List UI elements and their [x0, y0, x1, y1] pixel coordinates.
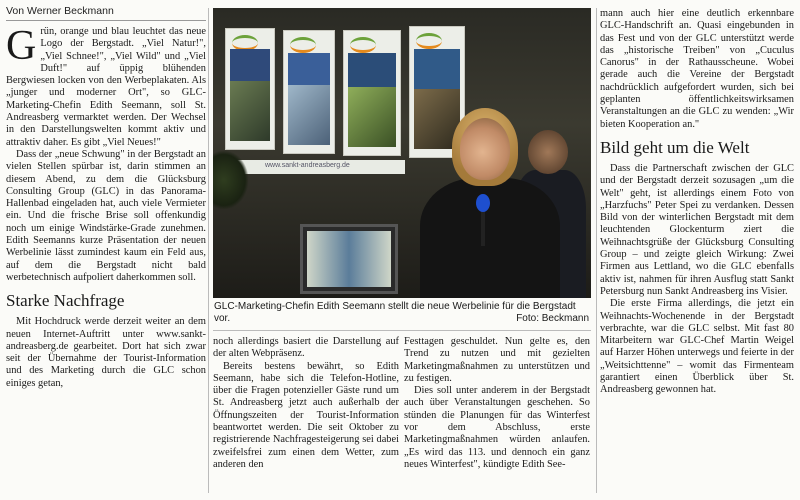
- paragraph: Festtagen geschuldet. Nun gelte es, den Trend zu nutzen und mit gezielten Marketingmaßnahmen zu unterstützen und zu festigen.: [404, 336, 590, 384]
- drop-cap: G: [6, 23, 37, 69]
- speaker-face: [460, 118, 510, 180]
- paragraph: Dass der „neue Schwung" in der Bergstadt an vielen Stellen spürbar ist, darin stimmen an diesem Abend, zu dem die Glücksburg Consulting Group (GLC) in das Panorama-Hallenbad eingeladen hat, auch viele Vermieter ein. Und die frische Brise soll offenkundig noch um einige Windstärke-Grade zunehmen. Edith Seemanns kurze Präsentation der neuen Werbelinie lässt zumindest kaum ein Feld aus, auf dem die Bergstadt nicht bald werbetechnisch aufpoliert daherkommen soll.: [6, 148, 206, 283]
- plant: [213, 150, 249, 210]
- photo-caption: [214, 301, 589, 325]
- paragraph: Bereits bestens bewährt, so Edith Seemann, habe sich die Telefon-Hotline, über die Fragen potenzieller Gäste rund um St. Andreasberg jetzt auch außerhalb der Öffnungszeiten der Tourist-Information beantwortet werden. Die seit Oktober zu registrierende Nachfragesteigerung sei dabei zweifelsfrei zum einen dem Wetter, zum anderen den: [213, 360, 399, 470]
- poster-natur: [225, 28, 275, 150]
- subheading-starke-nachfrage: Starke Nachfrage: [6, 291, 125, 311]
- subheading-bild-geht-um-die-welt: Bild geht um die Welt: [600, 137, 750, 157]
- lead-paragraph: Grün, orange und blau leuchtet das neue Logo der Bergstadt. „Viel Natur!", „Viel Schnee!", „Viel Wild" und „Viel Duft!" auf üppig blühenden Bergwiesen locken von den Werbeplakaten. Als „junger und moderner Ort", so GLC-Marketing-Chefin Edith Seemann, soll St. Andreasberg vermarktet werden. Der Wechsel in den Darstellungswelten kommt aktiv und attraktiv daher. Es gibt „Viel Neues!": [6, 23, 206, 148]
- laptop-screen: [300, 224, 398, 294]
- article-column-2: [213, 336, 399, 471]
- article-column-3: [404, 336, 590, 471]
- author-byline: Von Werner Beckmann: [6, 5, 114, 17]
- poster-duft: [343, 30, 401, 156]
- paragraph: noch allerdings basiert die Darstellung auf der alten Webpräsenz.: [213, 336, 399, 360]
- paragraph: Dies soll unter anderem in der Bergstadt auch über Veranstaltungen geschehen. So stünden die Planungen für das Winterfest vor dem Abschluss, erste Marketingmaßnahmen würden anlaufen. „Es wird das 113. und dennoch ein ganz neues Winterfest", kündigte Edith See-: [404, 385, 590, 470]
- microphone-icon: [476, 194, 490, 212]
- man-head: [528, 130, 568, 174]
- column-divider: [596, 8, 597, 493]
- paragraph: Die erste Firma allerdings, die jetzt ein Weihnachts-Wochenende in der Bergstadt verbrachte, war die GLC selbst. Mit fast 80 Mitarbeitern war GLC-Chef Martin Weigel auf Harzer Höhen unterwegs und feierte in der „Weitsichttenne" – womit das Firmenteam garantiert einen Überblick über St. Andreasberg gewonnen hat.: [600, 298, 794, 396]
- paragraph: mann auch hier eine deutlich erkennbare GLC-Handschrift an. Quasi eingebunden in das Fest und von der GLC unterstützt werde das „historische Treiben" von „Cuculus Canorus" in der Rathausscheune. Wobei gerade auch die Vereine der Bergstadt nachdrücklich aufgefordert wurden, sich bei geplanten öffentlichkeitswirksamen Veranstaltungen an die GLC zu wenden: „Wir bieten Kooperation an.": [600, 8, 794, 130]
- poster-url-banner: www.sankt-andreasberg.de: [225, 160, 405, 174]
- microphone-stick: [481, 210, 485, 246]
- article-column-1: [6, 23, 206, 390]
- column-divider: [208, 8, 209, 493]
- caption-divider: [213, 330, 591, 331]
- photo-credit: Foto: Beckmann: [516, 313, 589, 324]
- paragraph: Dass die Partnerschaft zwischen der GLC und der Bergstadt derzeit sozusagen „um die Welt" geht, ist allerdings einem Foto von „Harzfuchs" Peter Spei zu verdanken. Dessen Bild von der winterlichen Bergstadt mit dem leuchtenden Glockenturm ziert die Weihnachtsgrüße der Glücksburg Consulting Group – und zeigte gleich Wirkung: Zwei Firmen aus Lettland, wo die GLC ebenfalls aktiv ist, nahmen für ihren Ausflug statt Sankt Petersburg nun Sankt Andreasberg ins Visier.: [600, 162, 794, 297]
- paragraph: Mit Hochdruck werde derzeit weiter an dem neuen Internet-Auftritt unter www.sankt-andreasberg.de gearbeitet. Dort hat sich zwar seit der Übernahme der Tourist-Information und des Marketing durch die GLC schon einiges getan,: [6, 316, 206, 389]
- caption-text: GLC-Marketing-Chefin Edith Seemann stellt die neue Werbelinie für die Bergstadt vor.: [214, 301, 576, 324]
- byline-divider: [6, 20, 206, 21]
- poster-schnee: [283, 30, 335, 154]
- article-column-4: [600, 8, 794, 397]
- speaker-figure: [420, 178, 560, 298]
